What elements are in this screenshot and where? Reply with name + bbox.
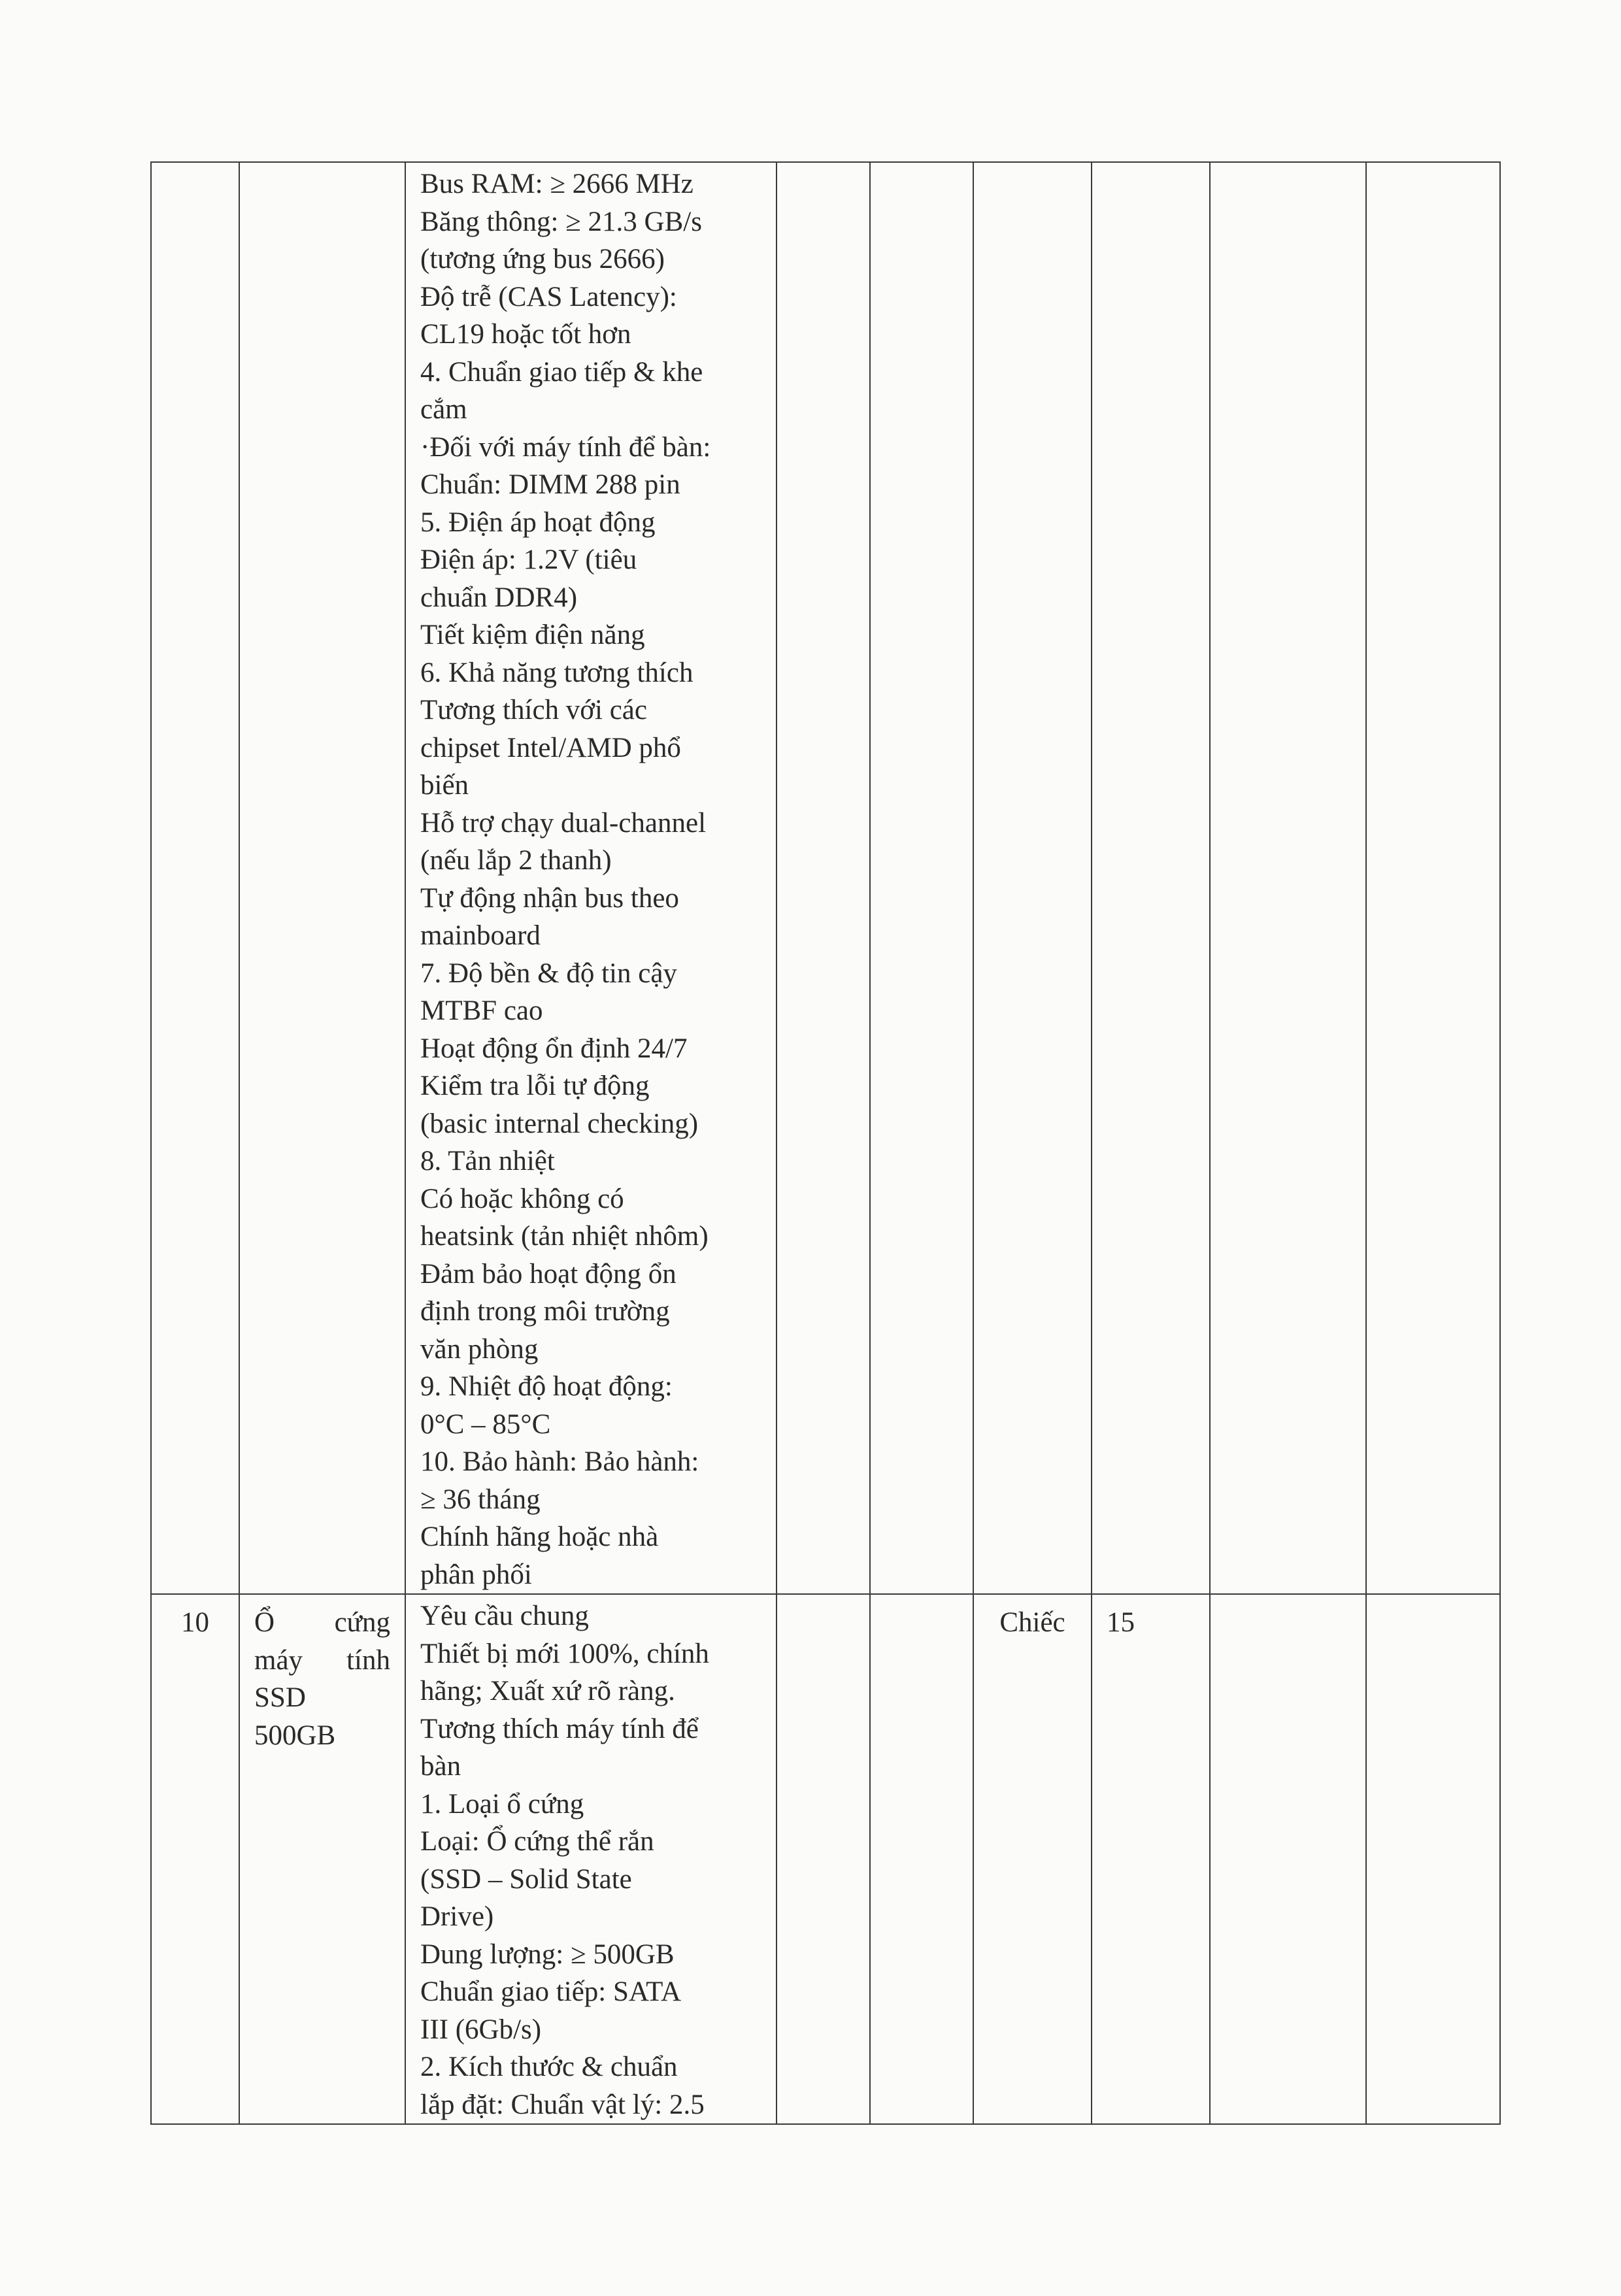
description-line: (SSD – Solid State xyxy=(420,1863,632,1895)
description-lines xyxy=(420,1597,761,2123)
empty-cell xyxy=(1366,162,1500,1594)
empty-cell xyxy=(1366,1594,1500,2124)
quantity-cell xyxy=(1092,162,1210,1594)
item-name-line xyxy=(254,1642,390,1680)
item-name-word: Ổ xyxy=(254,1607,275,1638)
description-line: Drive) xyxy=(420,1901,494,1932)
description-line: CL19 hoặc tốt hơn xyxy=(420,319,631,350)
description-line: Chuẩn giao tiếp: SATA xyxy=(420,1976,682,2007)
unit-cell xyxy=(973,1594,1092,2124)
stt-cell xyxy=(151,1594,239,2124)
description-line: Chuẩn: DIMM 288 pin xyxy=(420,469,680,500)
item-name-word: cứng xyxy=(334,1607,390,1638)
specification-table xyxy=(150,161,1501,2125)
description-line: phân phối xyxy=(420,1559,532,1590)
description-line: (nếu lắp 2 thanh) xyxy=(420,845,612,876)
stt-value: 10 xyxy=(181,1607,209,1638)
description-line: cắm xyxy=(420,394,467,425)
description-line: biến xyxy=(420,770,469,801)
item-name-line xyxy=(254,1679,390,1717)
unit-cell xyxy=(973,162,1092,1594)
quantity-cell xyxy=(1092,1594,1210,2124)
table-row-continued xyxy=(151,162,1500,1594)
description-line: 5. Điện áp hoạt động xyxy=(420,507,656,538)
description-line: (tương ứng bus 2666) xyxy=(420,244,665,275)
description-line: Kiểm tra lỗi tự động xyxy=(420,1071,650,1101)
item-name-line xyxy=(254,1717,390,1755)
description-lines xyxy=(420,165,761,1593)
item-name-word: SSD xyxy=(254,1682,306,1713)
description-line: Tương thích với các xyxy=(420,695,647,725)
empty-cell xyxy=(870,1594,973,2124)
description-line: chuẩn DDR4) xyxy=(420,582,578,613)
description-line: mainboard xyxy=(420,920,541,951)
stt-cell xyxy=(151,162,239,1594)
description-line: bàn xyxy=(420,1751,461,1782)
item-name-cell xyxy=(239,1594,405,2124)
description-line: định trong môi trường xyxy=(420,1296,670,1327)
description-line: 9. Nhiệt độ hoạt động: xyxy=(420,1371,673,1402)
item-name-word: 500GB xyxy=(254,1720,336,1751)
description-line: 0°C – 85°C xyxy=(420,1408,551,1440)
description-line: hãng; Xuất xứ rõ ràng. xyxy=(420,1676,675,1706)
description-line: Tiết kiệm điện năng xyxy=(420,620,645,650)
item-name-cell xyxy=(239,162,405,1594)
description-line: Tương thích máy tính để xyxy=(420,1713,699,1744)
description-cell xyxy=(405,1594,777,2124)
empty-cell xyxy=(1210,162,1366,1594)
description-line: 2. Kích thước & chuẩn xyxy=(420,2052,678,2082)
description-line: Băng thông: ≥ 21.3 GB/s xyxy=(420,206,702,237)
description-line: Hỗ trợ chạy dual-channel xyxy=(420,807,707,839)
description-line: Thiết bị mới 100%, chính xyxy=(420,1638,709,1669)
item-name-word: máy xyxy=(254,1644,303,1676)
table-row-10 xyxy=(151,1594,1500,2124)
empty-cell xyxy=(870,162,973,1594)
description-line: 1. Loại ổ cứng xyxy=(420,1788,584,1820)
description-line: Chính hãng hoặc nhà xyxy=(420,1522,659,1552)
description-line: Dung lượng: ≥ 500GB xyxy=(420,1938,675,1970)
description-line: 8. Tản nhiệt xyxy=(420,1146,555,1176)
description-cell xyxy=(405,162,777,1594)
description-line: Bus RAM: ≥ 2666 MHz xyxy=(420,169,694,199)
description-line: heatsink (tản nhiệt nhôm) xyxy=(420,1221,709,1252)
description-line: Có hoặc không có xyxy=(420,1183,624,1214)
item-name-word: tính xyxy=(346,1644,390,1676)
description-line: ≥ 36 tháng xyxy=(420,1484,541,1515)
description-line: Đảm bảo hoạt động ổn xyxy=(420,1258,677,1289)
description-line: lắp đặt: Chuẩn vật lý: 2.5 xyxy=(420,2089,705,2120)
description-line: Tự động nhận bus theo xyxy=(420,882,679,914)
description-line: Độ trễ (CAS Latency): xyxy=(420,281,677,312)
description-line: Hoạt động ổn định 24/7 xyxy=(420,1033,688,1064)
empty-cell xyxy=(1210,1594,1366,2124)
description-line: (basic internal checking) xyxy=(420,1108,699,1139)
description-line: văn phòng xyxy=(420,1333,539,1365)
description-line: 4. Chuẩn giao tiếp & khe xyxy=(420,356,703,388)
item-name-line xyxy=(254,1604,390,1642)
description-line: ·Đối với máy tính để bàn: xyxy=(420,431,711,463)
empty-cell xyxy=(777,162,870,1594)
description-line: III (6Gb/s) xyxy=(420,2014,542,2045)
description-line: 6. Khả năng tương thích xyxy=(420,657,694,688)
item-name xyxy=(254,1604,390,1754)
description-line: Yêu cầu chung xyxy=(420,1601,589,1631)
description-line: Loại: Ổ cứng thể rắn xyxy=(420,1826,654,1857)
description-line: Điện áp: 1.2V (tiêu xyxy=(420,544,637,575)
description-line: MTBF cao xyxy=(420,995,543,1026)
description-line: 7. Độ bền & độ tin cậy xyxy=(420,957,677,989)
description-line: chipset Intel/AMD phổ xyxy=(420,732,681,763)
quantity-value: 15 xyxy=(1107,1607,1135,1638)
unit-value: Chiếc xyxy=(999,1607,1065,1638)
empty-cell xyxy=(777,1594,870,2124)
description-line: 10. Bảo hành: Bảo hành: xyxy=(420,1446,699,1477)
